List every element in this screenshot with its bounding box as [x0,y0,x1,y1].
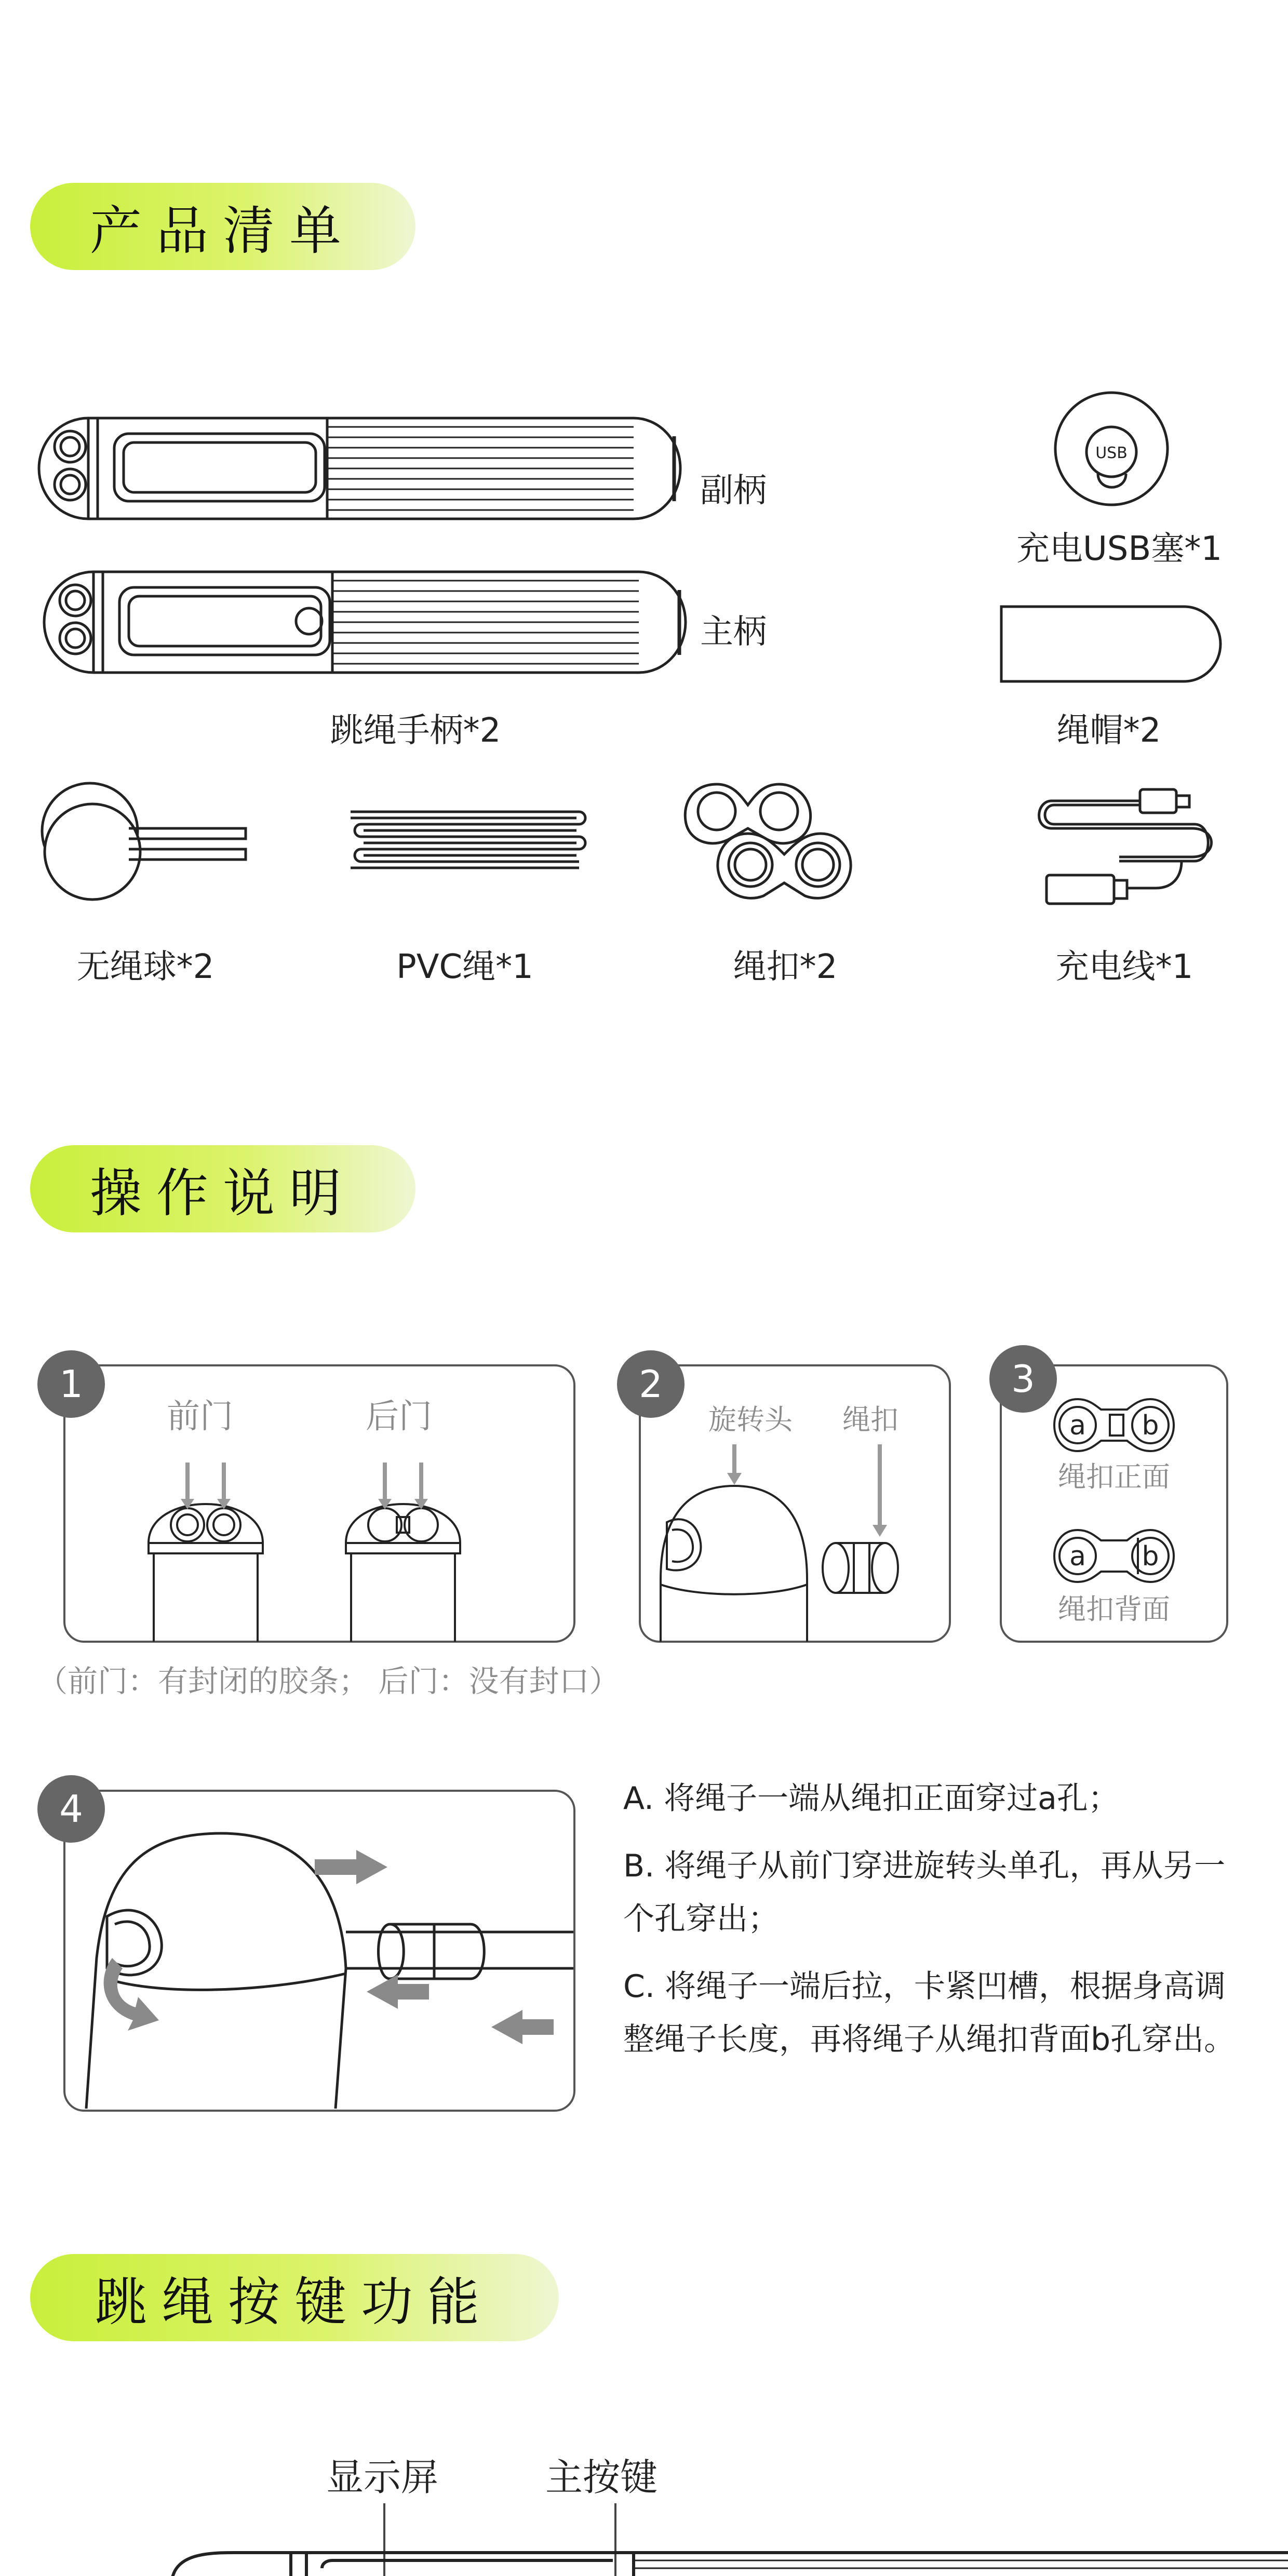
pvc-rope-illustration [340,808,589,875]
step4-threading-illustration [76,1813,564,2109]
step1-badge: 1 [37,1350,105,1418]
section-title-instructions [30,1145,415,1232]
section-title-contents [30,183,415,270]
usb-plug-caption: 充电USB塞*1 [1016,530,1223,568]
usb-text: USB [1095,444,1128,462]
step2-badge: 2 [617,1350,685,1418]
section-title-text: 跳绳按键功能 [95,2272,494,2332]
usb-plug-illustration [1048,391,1178,510]
step4-panel [63,1790,575,2112]
handle-keys-illustration [171,2503,1288,2576]
section-title-buttons [30,2254,559,2341]
pvc-rope-caption: PVC绳*1 [396,948,533,986]
main-key-label: 主按键 [545,2456,658,2499]
charging-cable-illustration [1031,784,1223,909]
cordless-ball-caption: 无绳球*2 [76,948,214,986]
handles-caption: 跳绳手柄*2 [330,712,501,750]
section-title-text: 产品清单 [90,200,356,261]
instruction-a: A. 将绳子一端从绳扣正面穿过a孔； [623,1780,1119,1817]
rope-cap-caption: 绳帽*2 [1056,712,1161,750]
cable-caption: 充电线*1 [1055,948,1193,986]
buckle-back-label: 绳扣背面 [1058,1593,1170,1626]
hole-a-label: a [1069,1410,1086,1441]
step3-badge: 3 [989,1345,1057,1413]
buckle-front-label: 绳扣正面 [1058,1460,1170,1493]
instruction-c: C. 将绳子一端后拉，卡紧凹槽，根据身高调整绳子长度，再将绳子从绳扣背面b孔穿出。 [623,1968,1236,2058]
step2-panel [639,1364,951,1643]
step2-head-illustration [656,1444,937,1642]
display-screen-label: 显示屏 [326,2456,439,2499]
buckle-front-illustration [1052,1397,1176,1454]
hole-b-label: b [1142,1410,1159,1441]
sub-handle-label: 副柄 [700,472,767,510]
buckle-caption: 绳扣*2 [733,948,838,986]
rotating-head-label: 旋转头 [708,1403,793,1436]
step4-badge: 4 [37,1775,105,1843]
step1-panel [63,1364,575,1643]
threading-instructions [623,1772,1236,2081]
instruction-b: B. 将绳子从前门穿进旋转头单孔，再从另一个孔穿出； [623,1848,1226,1937]
rope-cap-illustration [1000,605,1223,683]
buckle-label: 绳扣 [842,1403,898,1436]
step1-doors-illustration [143,1444,517,1642]
main-handle-illustration [42,569,696,678]
sub-handle-illustration [36,415,691,525]
hole-b-label: b [1142,1541,1159,1572]
hole-a-label: a [1069,1541,1086,1572]
cordless-ball-illustration [41,779,259,904]
buckle-back-illustration [1052,1527,1176,1585]
step1-note: （前门：有封闭的胶条； 后门：没有封口） [37,1663,620,1699]
main-handle-label: 主柄 [700,613,767,651]
buckle-illustration [680,779,883,909]
back-door-label: 后门 [366,1398,432,1436]
front-door-label: 前门 [167,1398,233,1436]
section-title-text: 操作说明 [90,1163,356,1224]
